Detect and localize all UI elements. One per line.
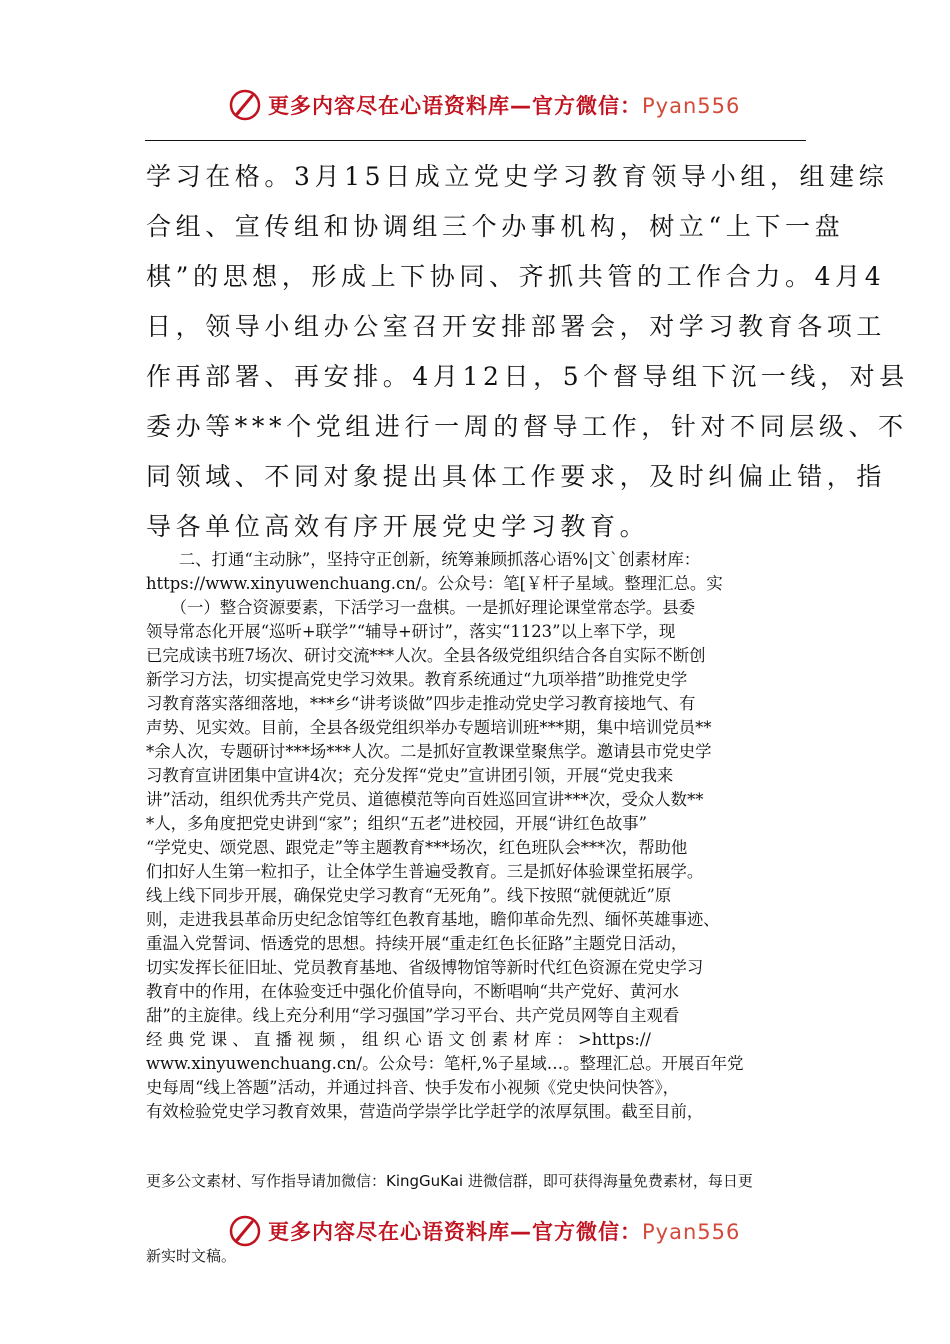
- body-line: 线上线下同步开展，确保党史学习教育“无死角”。线下按照“就便就近”原: [146, 886, 672, 905]
- banner-wechat-id: Pyan556: [642, 1220, 741, 1244]
- body-line: 新学习方法，切实提高党史学习效果。教育系统通过“九项举措”助推党史学: [146, 670, 688, 689]
- body-line: 甜”的主旋律。线上充分利用“学习强国”学习平台、共产党员网等自主观看: [146, 1006, 680, 1025]
- body-line: https://www.xinyuwenchuang.cn/。公众号：笔[￥杆子星域。整理汇总。实: [146, 574, 723, 593]
- body-line: 作再部署、再安排。4月12日，5个督导组下沉一线，对县: [146, 362, 909, 391]
- banner-wechat-id: Pyan556: [642, 94, 741, 118]
- body-line: 重温入党誓词、悟透党的思想。持续开展“重走红色长征路”主题党日活动，: [146, 934, 688, 953]
- body-line: 导各单位高效有序开展党史学习教育。: [146, 512, 650, 541]
- footer-tail: 新实时文稿。: [146, 1247, 237, 1265]
- body-small-section: [146, 548, 810, 1124]
- body-line: 有效检验党史学习教育效果，营造尚学崇学比学赶学的浓厚氛围。截至目前，: [146, 1102, 704, 1121]
- body-line: 日，领导小组办公室召开安排部署会，对学习教育各项工: [146, 312, 887, 341]
- body-line: 习教育宣讲团集中宣讲4次；充分发挥“党史”宣讲团引领，开展“党史我来: [146, 766, 674, 785]
- brush-logo-icon: [228, 88, 262, 122]
- footer-note: 更多公文素材、写作指导请加微信：KingGuKai 进微信群，即可获得海量免费素材，每日更: [146, 1172, 753, 1190]
- body-line: www.xinyuwenchuang.cn/。公众号：笔杆,%子星域…。整理汇总。开展百年党: [146, 1054, 744, 1073]
- brush-logo-icon: [228, 1214, 262, 1248]
- body-line: 切实发挥长征旧址、党员教育基地、省级博物馆等新时代红色资源在党史学习: [146, 958, 704, 977]
- header-divider: [145, 140, 806, 141]
- body-line: 委办等***个党组进行一周的督导工作，针对不同层级、不: [146, 412, 908, 441]
- body-line: 学习在格。3月15日成立党史学习教育领导小组，组建综: [146, 162, 889, 191]
- body-line: 棋”的思想，形成上下协同、齐抓共管的工作合力。4月4: [146, 262, 886, 291]
- body-line: 经 典 党 课 、 直 播 视 频 ， 组 织 心 语 文 创 素 材 库 ： >https://: [146, 1030, 651, 1049]
- banner-text: 更多内容尽在心语资料库—官方微信：: [268, 1220, 642, 1244]
- body-line: 习教育落实落细落地，***乡“讲考谈做”四步走推动党史学习教育接地气、有: [146, 694, 696, 713]
- body-line: 则，走进我县革命历史纪念馆等红色教育基地，瞻仰革命先烈、缅怀英雄事迹、: [146, 910, 720, 929]
- banner-text: 更多内容尽在心语资料库—官方微信：: [268, 94, 642, 118]
- body-line: 二、打通“主动脉”，坚持守正创新，统筹兼顾抓落心语%|文`创素材库：: [146, 550, 701, 569]
- body-line: “学党史、颂党恩、跟党走”等主题教育***场次，红色班队会***次，帮助他: [146, 838, 688, 857]
- body-line: 史每周“线上答题”活动，并通过抖音、快手发布小视频《党史快问快答》，: [146, 1078, 680, 1097]
- footer-banner: [0, 1212, 950, 1252]
- header-banner: [0, 86, 950, 126]
- body-line: 们扣好人生第一粒扣子，让全体学生普遍受教育。三是抓好体验课堂拓展学。: [146, 862, 704, 881]
- body-line: 声势、见实效。目前，全县各级党组织举办专题培训班***期，集中培训党员**: [146, 718, 712, 737]
- body-line: *人，多角度把党史讲到“家”；组织“五老”进校园，开展“讲红色故事”: [146, 814, 648, 833]
- body-line: 同领域、不同对象提出具体工作要求，及时纠偏止错，指: [146, 462, 887, 491]
- body-line: 讲”活动，组织优秀共产党员、道德模范等向百姓巡回宣讲***次，受众人数**: [146, 790, 704, 809]
- body-line: *余人次，专题研讨***场***人次。二是抓好宣教课堂聚焦学。邀请县市党史学: [146, 742, 712, 761]
- body-line: 合组、宣传组和协调组三个办事机构，树立“上下一盘: [146, 212, 845, 241]
- body-line: 教育中的作用，在体验变迁中强化价值导向，不断唱响“共产党好、黄河水: [146, 982, 679, 1001]
- body-large-paragraph: [146, 152, 909, 552]
- body-line: 已完成读书班7场次、研讨交流***人次。全县各级党组织结合各自实际不断创: [146, 646, 706, 665]
- body-line: 领导常态化开展“巡听+联学”“辅导+研讨”，落实“1123”以上率下学，现: [146, 622, 676, 641]
- body-line: （一）整合资源要素，下活学习一盘棋。一是抓好理论课堂常态学。县委: [146, 598, 696, 617]
